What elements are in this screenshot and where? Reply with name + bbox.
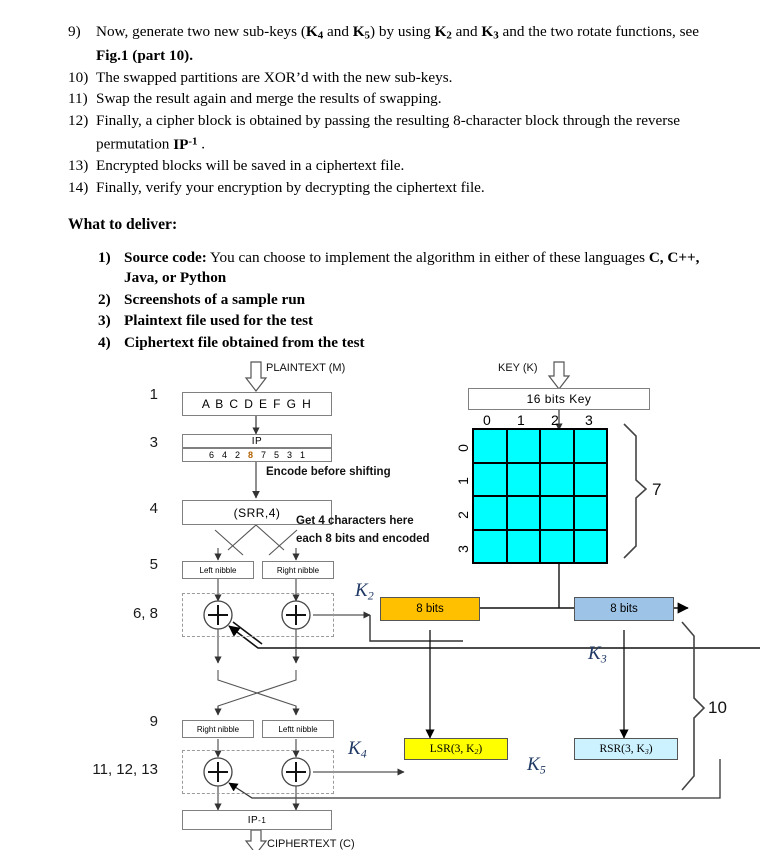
ip-digit: 7 [261, 450, 267, 460]
note-get4-line1: Get 4 characters here [296, 515, 414, 527]
ciphertext-label: CIPHERTEXT (C) [267, 838, 355, 850]
k3-label [588, 643, 607, 666]
instruction-text: Swap the result again and merge the results of swapping. [96, 90, 442, 108]
plaintext-label: PLAINTEXT (M) [266, 362, 346, 374]
ip-inverse-sup: -1 [258, 815, 267, 825]
step-label-11-12-13: 11, 12, 13 [92, 761, 158, 778]
instruction-text: Finally, verify your encryption by decrypting the ciphertext file. [96, 178, 485, 196]
bits-left-box: 8 bits [380, 597, 480, 621]
matrix-cell [507, 429, 541, 463]
ip-digit: 8 [247, 450, 253, 460]
deliverable-text: Source code: You can choose to implement the algorithm in either of these languages C, C++, Java, or Python [124, 249, 700, 287]
key-matrix [472, 428, 608, 564]
matrix-row-2: 2 [454, 511, 471, 519]
deliverables-list [98, 248, 728, 354]
k2-label [355, 580, 374, 603]
instruction-text: Now, generate two new sub-keys ($K_4$ and $K_5$) by using $K_2$ and $K_3$ and the two rotate functions, see Fig.1 (part 10). [96, 23, 700, 65]
instruction-number: 9) [68, 23, 81, 40]
deliverable-item [98, 248, 728, 289]
rsr-paren: ) [648, 743, 653, 755]
instruction-item [68, 68, 728, 89]
ip-digit: 5 [274, 450, 280, 460]
note-encode-before-shifting: Encode before shifting [266, 466, 391, 478]
right-nibble-box: Right nibble [262, 561, 334, 579]
instruction-item [68, 178, 728, 199]
deliverables-heading: What to deliver: [68, 216, 178, 233]
matrix-cell [473, 496, 507, 530]
matrix-row-1: 1 [454, 477, 471, 485]
lsr-box [404, 738, 508, 760]
bits-right-box: 8 bits [574, 597, 674, 621]
matrix-cell [540, 463, 574, 497]
instruction-item [68, 22, 728, 67]
ip-digit: 4 [221, 450, 227, 460]
matrix-col-0: 0 [483, 412, 491, 428]
step-label-9: 9 [149, 713, 158, 730]
xor-group-1 [182, 593, 334, 637]
rsr-text: RSR(3, K [599, 743, 645, 755]
step-label-3: 3 [149, 434, 158, 451]
matrix-row-3: 3 [454, 545, 471, 553]
instruction-number: 10) [68, 68, 89, 86]
note-get4-line2: each 8 bits and encoded [296, 533, 430, 545]
ip-digit: 6 [208, 450, 214, 460]
lsr-paren: ) [478, 743, 483, 755]
rsr-sub: 3 [644, 746, 649, 756]
rsr-box [574, 738, 678, 760]
matrix-cell [473, 429, 507, 463]
matrix-cell [574, 463, 608, 497]
matrix-row-0: 0 [454, 444, 471, 452]
deliverable-item [98, 290, 728, 310]
step-label-4: 4 [149, 500, 158, 517]
matrix-col-3: 3 [585, 412, 593, 428]
k3-sub: 3 [600, 651, 607, 666]
matrix-col-1: 1 [517, 412, 525, 428]
key-bits-box: 16 bits Key [468, 388, 650, 410]
right-nibble-swapped-box: Right nibble [182, 720, 254, 738]
k4-text: K [348, 738, 361, 759]
k5-sub: 5 [539, 762, 546, 777]
lsr-sub: 2 [474, 746, 479, 756]
step-label-6-8: 6, 8 [132, 605, 158, 622]
instruction-text: Finally, a cipher block is obtained by passing the resulting 8-character block through the reverse permutation $IP^{-1}$ . [96, 111, 680, 153]
matrix-col-2: 2 [551, 412, 559, 428]
matrix-cell [540, 496, 574, 530]
instruction-item [68, 156, 728, 177]
plaintext-block-box: A B C D E F G H [182, 392, 332, 416]
deliverable-text: Ciphertext file obtained from the test [124, 333, 365, 351]
deliverable-number: 2) [98, 290, 111, 308]
matrix-cell [574, 530, 608, 564]
k5-text: K [527, 754, 540, 775]
matrix-cell [507, 496, 541, 530]
instruction-number: 13) [68, 157, 89, 175]
instruction-item [68, 111, 728, 156]
ip-inverse-box [182, 810, 332, 830]
brace-label-7: 7 [652, 480, 662, 499]
ip-digit: 1 [300, 450, 306, 460]
matrix-cell [473, 463, 507, 497]
matrix-cell [574, 496, 608, 530]
ip-digit: 2 [234, 450, 240, 460]
matrix-cell [507, 463, 541, 497]
ip-inverse-text: IP [247, 814, 259, 826]
k4-sub: 4 [360, 746, 367, 761]
deliverable-item [98, 311, 728, 331]
deliverable-number: 4) [98, 333, 111, 351]
ip-digit: 3 [287, 450, 293, 460]
left-nibble-box: Left nibble [182, 561, 254, 579]
key-label: KEY (K) [498, 362, 538, 374]
algorithm-diagram [0, 358, 775, 850]
instruction-item [68, 89, 728, 110]
brace-label-10: 10 [708, 698, 727, 717]
instruction-text: Encrypted blocks will be saved in a ciphertext file. [96, 157, 405, 175]
matrix-cell [473, 530, 507, 564]
instruction-number: 14) [68, 178, 89, 196]
deliverable-text: Plaintext file used for the test [124, 312, 314, 330]
ip-label-box: IP [182, 434, 332, 448]
xor-group-2 [182, 750, 334, 794]
matrix-cell [540, 530, 574, 564]
deliverable-text: Screenshots of a sample run [124, 290, 306, 308]
deliverable-number: 3) [98, 312, 111, 330]
instruction-number: 11) [68, 90, 88, 108]
matrix-cell [540, 429, 574, 463]
instruction-number: 12) [68, 111, 89, 129]
lsr-text: LSR(3, K [429, 743, 475, 755]
step-label-1: 1 [149, 386, 158, 403]
k4-label [348, 738, 367, 761]
instruction-text: The swapped partitions are XOR’d with the new sub-keys. [96, 68, 453, 86]
matrix-cell [507, 530, 541, 564]
k5-label [527, 754, 546, 777]
matrix-cell [574, 429, 608, 463]
ip-sequence-box [182, 448, 332, 462]
deliverable-number: 1) [98, 249, 111, 266]
k2-sub: 2 [367, 588, 374, 603]
srr-box: (SRR,4) [182, 500, 332, 525]
left-nibble-swapped-box: Leftt nibble [262, 720, 334, 738]
instruction-list [68, 22, 728, 199]
step-label-5: 5 [149, 556, 158, 573]
deliverable-item [98, 333, 728, 353]
k3-text: K [588, 643, 601, 664]
k2-text: K [355, 580, 368, 601]
